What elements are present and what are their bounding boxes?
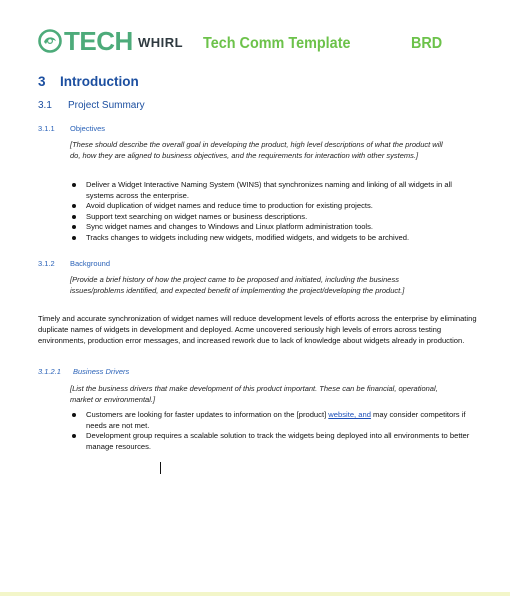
header-title: Tech Comm Template (203, 35, 351, 52)
objectives-instructions[interactable]: [These should describe the overall goal in developing the product, high level descriptions of what the product will do, how they are aligned to business objectives, and the requirements for interaction with other systems.] (70, 140, 443, 160)
heading-text: Background (70, 259, 111, 268)
list-item-text: Deliver a Widget Interactive Naming System (WINS) that synchronizes naming and linking of all widgets in all systems across the enterprise. (86, 180, 452, 200)
bullet-icon (72, 413, 76, 417)
bullet-icon (72, 236, 76, 240)
heading-business-drivers[interactable] (38, 367, 129, 376)
bullet-icon (72, 215, 76, 219)
heading-text: Introduction (60, 74, 139, 89)
heading-number: 3.1.2.1 (38, 367, 61, 376)
header-doc-type: BRD (411, 35, 443, 52)
heading-objectives[interactable] (38, 124, 105, 133)
background-paragraph[interactable]: Timely and accurate synchronization of widget names will reduce development levels of efforts across the enterprise by eliminating duplicate names of widgets in development and deployed. Acme uncovered seriously high levels of errors across testing environments, production error messages, and increased rework due to lack of knowledge about widgets already in production. (38, 314, 477, 345)
heading-text: Objectives (70, 124, 106, 133)
bullet-icon (72, 204, 76, 208)
list-item-text: may consider competitors if needs are not met. (86, 410, 466, 430)
business-drivers-list (72, 410, 472, 452)
list-item[interactable] (72, 201, 472, 212)
objectives-list (72, 180, 472, 244)
heading-number: 3 (38, 74, 46, 89)
heading-project-summary[interactable] (38, 100, 145, 111)
heading-text: Business Drivers (73, 367, 130, 376)
list-item-text: Customers are looking for faster updates to information on the [product] (86, 410, 329, 419)
bullet-icon (72, 434, 76, 438)
list-item-text: Support text searching on widget names or business descriptions. (86, 211, 308, 221)
list-item[interactable] (72, 222, 472, 233)
list-item-text: Avoid duplication of widget names and reduce time to production for existing projects. (86, 201, 373, 211)
website-link[interactable]: website, and (328, 410, 371, 419)
text-cursor (160, 462, 161, 474)
heading-number: 3.1.2 (38, 259, 55, 268)
page-header (38, 28, 478, 60)
list-item[interactable] (72, 431, 472, 452)
heading-number: 3.1.1 (38, 124, 55, 133)
heading-text: Project Summary (68, 100, 145, 111)
bullet-icon (72, 183, 76, 187)
list-item[interactable] (72, 410, 472, 431)
heading-number: 3.1 (38, 100, 52, 111)
list-item[interactable] (72, 212, 472, 223)
logo-tech-text: TECH (64, 26, 133, 56)
heading-introduction[interactable] (38, 74, 139, 89)
business-drivers-instructions[interactable]: [List the business drivers that make development of this product important. These can be financial, operational, market or environmental.] (70, 384, 438, 404)
page-bottom-strip (0, 592, 510, 596)
bullet-icon (72, 225, 76, 229)
background-instructions[interactable]: [Provide a brief history of how the project came to be proposed and initiated, including the business issues/problems identified, and expected benefit of implementing the project/developing the product.] (70, 275, 405, 295)
heading-background[interactable] (38, 259, 110, 268)
list-item[interactable] (72, 233, 472, 244)
techwhirl-swirl-icon (38, 29, 62, 53)
list-item-text: Development group requires a scalable solution to track the widgets being deployed into all environments to better manage resources. (86, 431, 470, 451)
list-item[interactable] (72, 180, 472, 201)
logo-whirl-text: WHIRL (138, 35, 184, 50)
list-item-text: Sync widget names and changes to Windows and Linux platform administration tools. (86, 222, 374, 232)
list-item-text: Tracks changes to widgets including new widgets, modified widgets, and widgets to be archived. (86, 232, 410, 242)
